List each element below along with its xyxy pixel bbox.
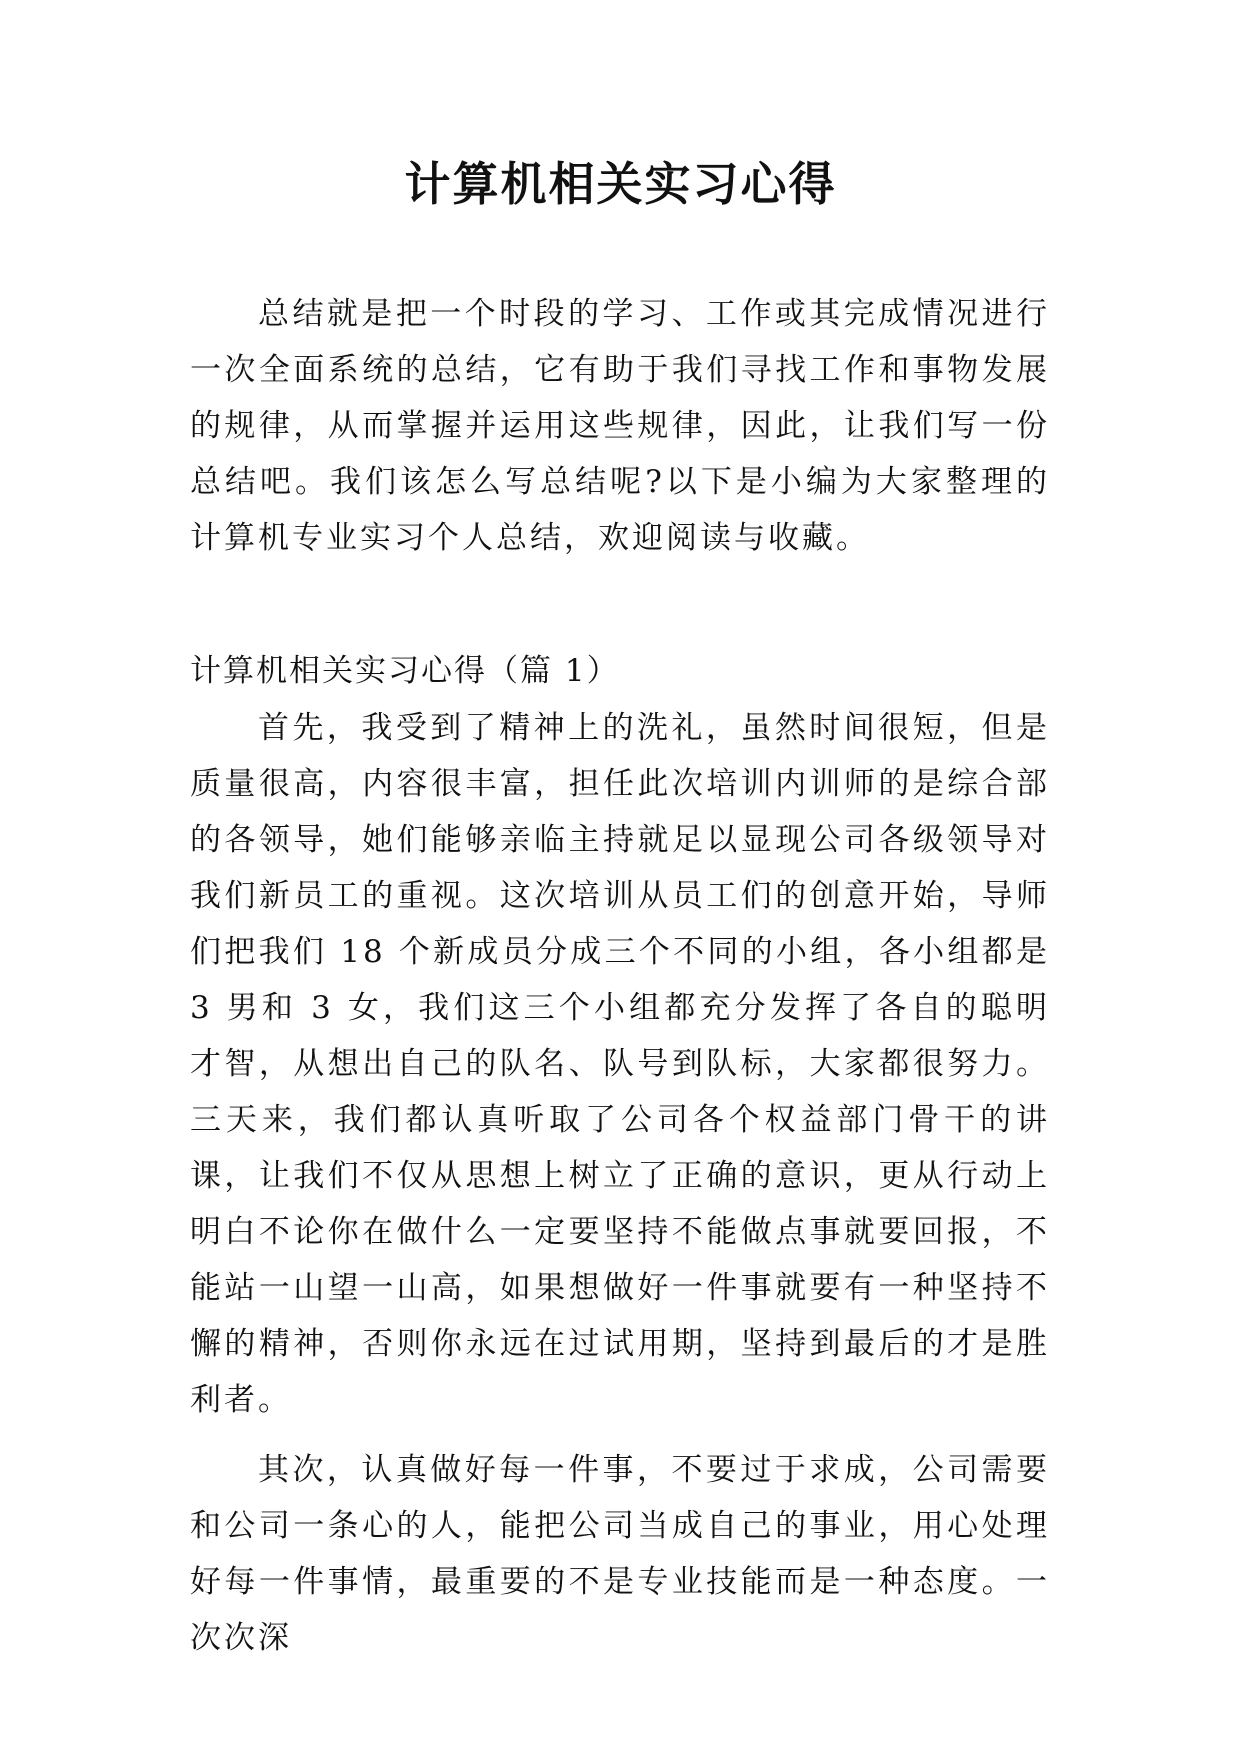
document-title: 计算机相关实习心得 (404, 157, 837, 211)
section-heading: 计算机相关实习心得（篇 1） (190, 653, 620, 689)
article-body (190, 700, 1050, 1680)
body-paragraph: 其次，认真做好每一件事，不要过于求成，公司需要和公司一条心的人，能把公司当成自己的事业，用心处理好每一件事情，最重要的不是专业技能而是一种态度。一次次深 (190, 1452, 1050, 1656)
intro-paragraph: 总结就是把一个时段的学习、工作或其完成情况进行一次全面系统的总结，它有助于我们寻找工作和事物发展的规律，从而掌握并运用这些规律，因此，让我们写一份总结吧。我们该怎么写总结呢?以下是小编为大家整理的计算机专业实习个人总结，欢迎阅读与收藏。 (190, 296, 1050, 556)
body-paragraph: 首先，我受到了精神上的洗礼，虽然时间很短，但是质量很高，内容很丰富，担任此次培训内训师的是综合部的各领导，她们能够亲临主持就足以显现公司各级领导对我们新员工的重视。这次培训从员工们的创意开始，导师们把我们 18 个新成员分成三个不同的小组，各小组都是 3 男和 3 女，我们这三个小组都充分发挥了各自的聪明才智，从想出自己的队名、队号到队标，大家都很努力。三天来，我们都认真听取了公司各个权益部门骨干的讲课，让我们不仅从思想上树立了正确的意识，更从行动上明白不论你在做什么一定要坚持不能做点事就要回报，不能站一山望一山高，如果想做好一件事就要有一种坚持不懈的精神，否则你永远在过试用期，坚持到最后的才是胜利者。 (190, 710, 1050, 1418)
